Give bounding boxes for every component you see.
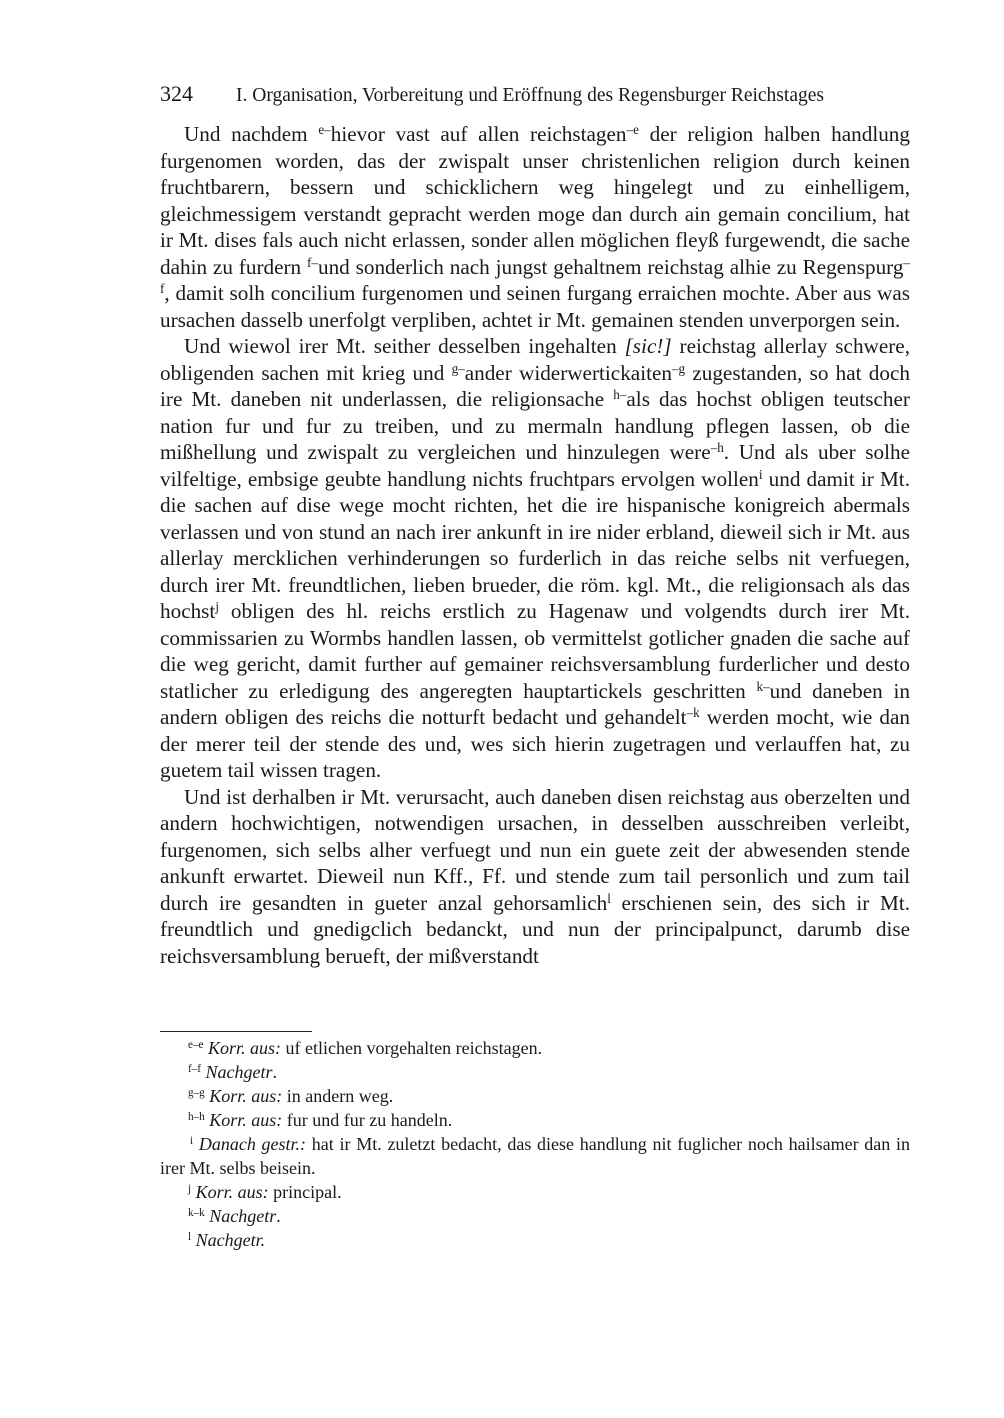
footnote-text: in andern weg.	[282, 1086, 394, 1106]
footnote-label: Nachgetr	[209, 1206, 277, 1226]
paragraph: Und ist derhalben ir Mt. verursacht, auch daneben disen reichstag aus oberzelten und andern hochwichtigen, notwendigen ursachen, in desselben ausschreiben verleibt, furgenomen, sich selbs alher verfuegt und nun ein guete zeit der abwesenden stende ankunft erwartet. Dieweil nun Kff., Ff. und stende zum tail personlich und zum tail durch ire gesandten in gueter anzal gehorsamlich$^l$ erschienen sein, des sich ir Mt. freundtlich und gnedigclich bedanckt, und nun der principalpunct, darumb dise reichsversamblung berueft, der mißverstandt	[160, 784, 910, 968]
footnote-mark: e–e	[188, 1038, 204, 1051]
footnote-marker: e–	[318, 121, 331, 137]
running-title: I. Organisation, Vorbereitung und Eröffnung des Regensburger Reichstages	[236, 85, 824, 106]
footnote-mark: i	[190, 1134, 194, 1147]
footnote-label: Korr. aus:	[209, 1086, 283, 1106]
footnote	[160, 1036, 910, 1060]
footnote-marker: –h	[710, 439, 724, 455]
footnote	[160, 1060, 910, 1084]
footnote-label: Danach gestr.:	[198, 1134, 307, 1154]
footnote-marker: g–	[451, 360, 465, 376]
paragraph: Und nachdem $^{e-}$hievor vast auf allen reichstagen$^{-e}$ der religion halben handlung furgenomen worden, das der zwispalt unser christenlichen religion durch keinen fruchtbarern, bessern und schicklichern weg hingelegt und zu einhelligem, gleichmessigem verstandt gepracht werden moge dan durch ain gemain concilium, hat ir Mt. dises fals auch nicht erlassen, sonder allen möglichen fleyß furgewendt, die sache dahin zu furdern $^{f-}$und sonderlich nach jungst gehaltnem reichstag alhie zu Regenspurg$^{-f}$, damit solh concilium furgenomen und seinen furgang erraichen mochte. Aber aus was ursachen dasselb unerfolgt verpliben, achtet ir Mt. gemainen stenden unverporgen sein.	[160, 121, 911, 332]
footnote-label: Korr. aus:	[209, 1110, 283, 1130]
footnote-text: .	[276, 1206, 281, 1226]
paragraph: Und wiewol irer Mt. seither desselben ingehalten [sic!] reichstag allerlay schwere, obligenden sachen mit krieg und $^{g-}$ander widerwertickaiten$^{-g}$ zugestanden, so hat doch ire Mt. daneben nit underlassen, die religionsache $^{h-}$als das hochst obligen teutscher nation fur und fur zu treiben, und zu mermaln handlung pflegen lassen, ob die mißhellung und zwispalt zu vergleichen und hinzulegen were$^{-h}$. Und als uber solhe vilfeltige, embsige geubte handlung nichts fruchtpars ervolgen wollen$^i$ und damit ir Mt. die sachen auf dise wege mocht richten, het die ire hispanische konigreich abermals verlassen und von stund an nach irer ankunft in ire nider erbland, dieweil sich ir Mt. aus allerlay mercklichen verhinderungen so furderlich in das reiche selbs nit verfuegen, durch irer Mt. freundtlichen, lieben brueder, die röm. kgl. Mt., die religionsach als das hochst$^j$ obligen des hl. reichs erstlich zu Hagenaw und volgendts durch irer Mt. commissarien zu Wormbs handlen lassen, ob vermittelst gotlicher gnaden die sache auf die weg gericht, damit further auf gemainer reichsversamblung furderlicher und desto statlicher zu erledigung des angeregten hauptartickels geschritten $^{k-}$und daneben in andern obligen des reichs die notturft bedacht und gehandelt$^{-k}$ werden mocht, wie dan der merer teil der stende des und, wes sich hierin zugetragen und verlauffen hat, zu guetem tail wissen tragen.	[160, 334, 910, 782]
footnote-marker: –g	[671, 360, 686, 376]
footnote	[160, 1108, 910, 1132]
footnote-mark: h–h	[188, 1110, 205, 1123]
footnote-label: Korr. aus:	[207, 1038, 282, 1058]
footnote-marker: –k	[686, 704, 700, 720]
footnote	[160, 1204, 910, 1228]
footnote	[160, 1132, 910, 1180]
footnote-label: Nachgetr.	[195, 1230, 266, 1250]
footnote-marker: –e	[626, 121, 639, 137]
footnote	[160, 1084, 910, 1108]
footnote-text: uf etlichen vorgehalten reichstagen.	[281, 1038, 543, 1058]
editorial-note: [sic!]	[624, 334, 672, 358]
footnote-text: .	[272, 1062, 278, 1082]
footnote-marker: j	[215, 598, 219, 614]
footnote	[160, 1180, 910, 1204]
footnote-marker: f–	[307, 254, 318, 270]
footnote-marker: k–	[756, 678, 770, 694]
page-number: 324	[160, 81, 193, 106]
footnotes	[160, 1036, 910, 1252]
main-text	[160, 121, 910, 969]
footnote-label: Korr. aus:	[195, 1182, 269, 1202]
footnote-text: fur und fur zu handeln.	[282, 1110, 453, 1130]
footnote-marker: l	[607, 890, 611, 906]
footnote-mark: g–g	[188, 1086, 205, 1099]
footnote	[160, 1228, 910, 1252]
footnote-marker: –f	[160, 254, 911, 296]
running-header	[160, 80, 920, 108]
footnote-mark: k–k	[188, 1206, 205, 1219]
footnote-label: Nachgetr	[205, 1062, 273, 1082]
footnote-text: principal.	[268, 1182, 342, 1202]
footnote-marker: i	[758, 466, 763, 482]
footnote-marker: h–	[613, 386, 627, 402]
footnote-mark: f–f	[188, 1062, 202, 1075]
footnote-text: hat ir Mt. zuletzt bedacht, das diese handlung nit fuglicher noch hailsamer dan in irer Mt. selbs beisein.	[160, 1134, 910, 1178]
footnote-mark: l	[188, 1230, 192, 1243]
footnote-divider	[160, 1031, 312, 1032]
footnote-mark: j	[188, 1182, 192, 1195]
